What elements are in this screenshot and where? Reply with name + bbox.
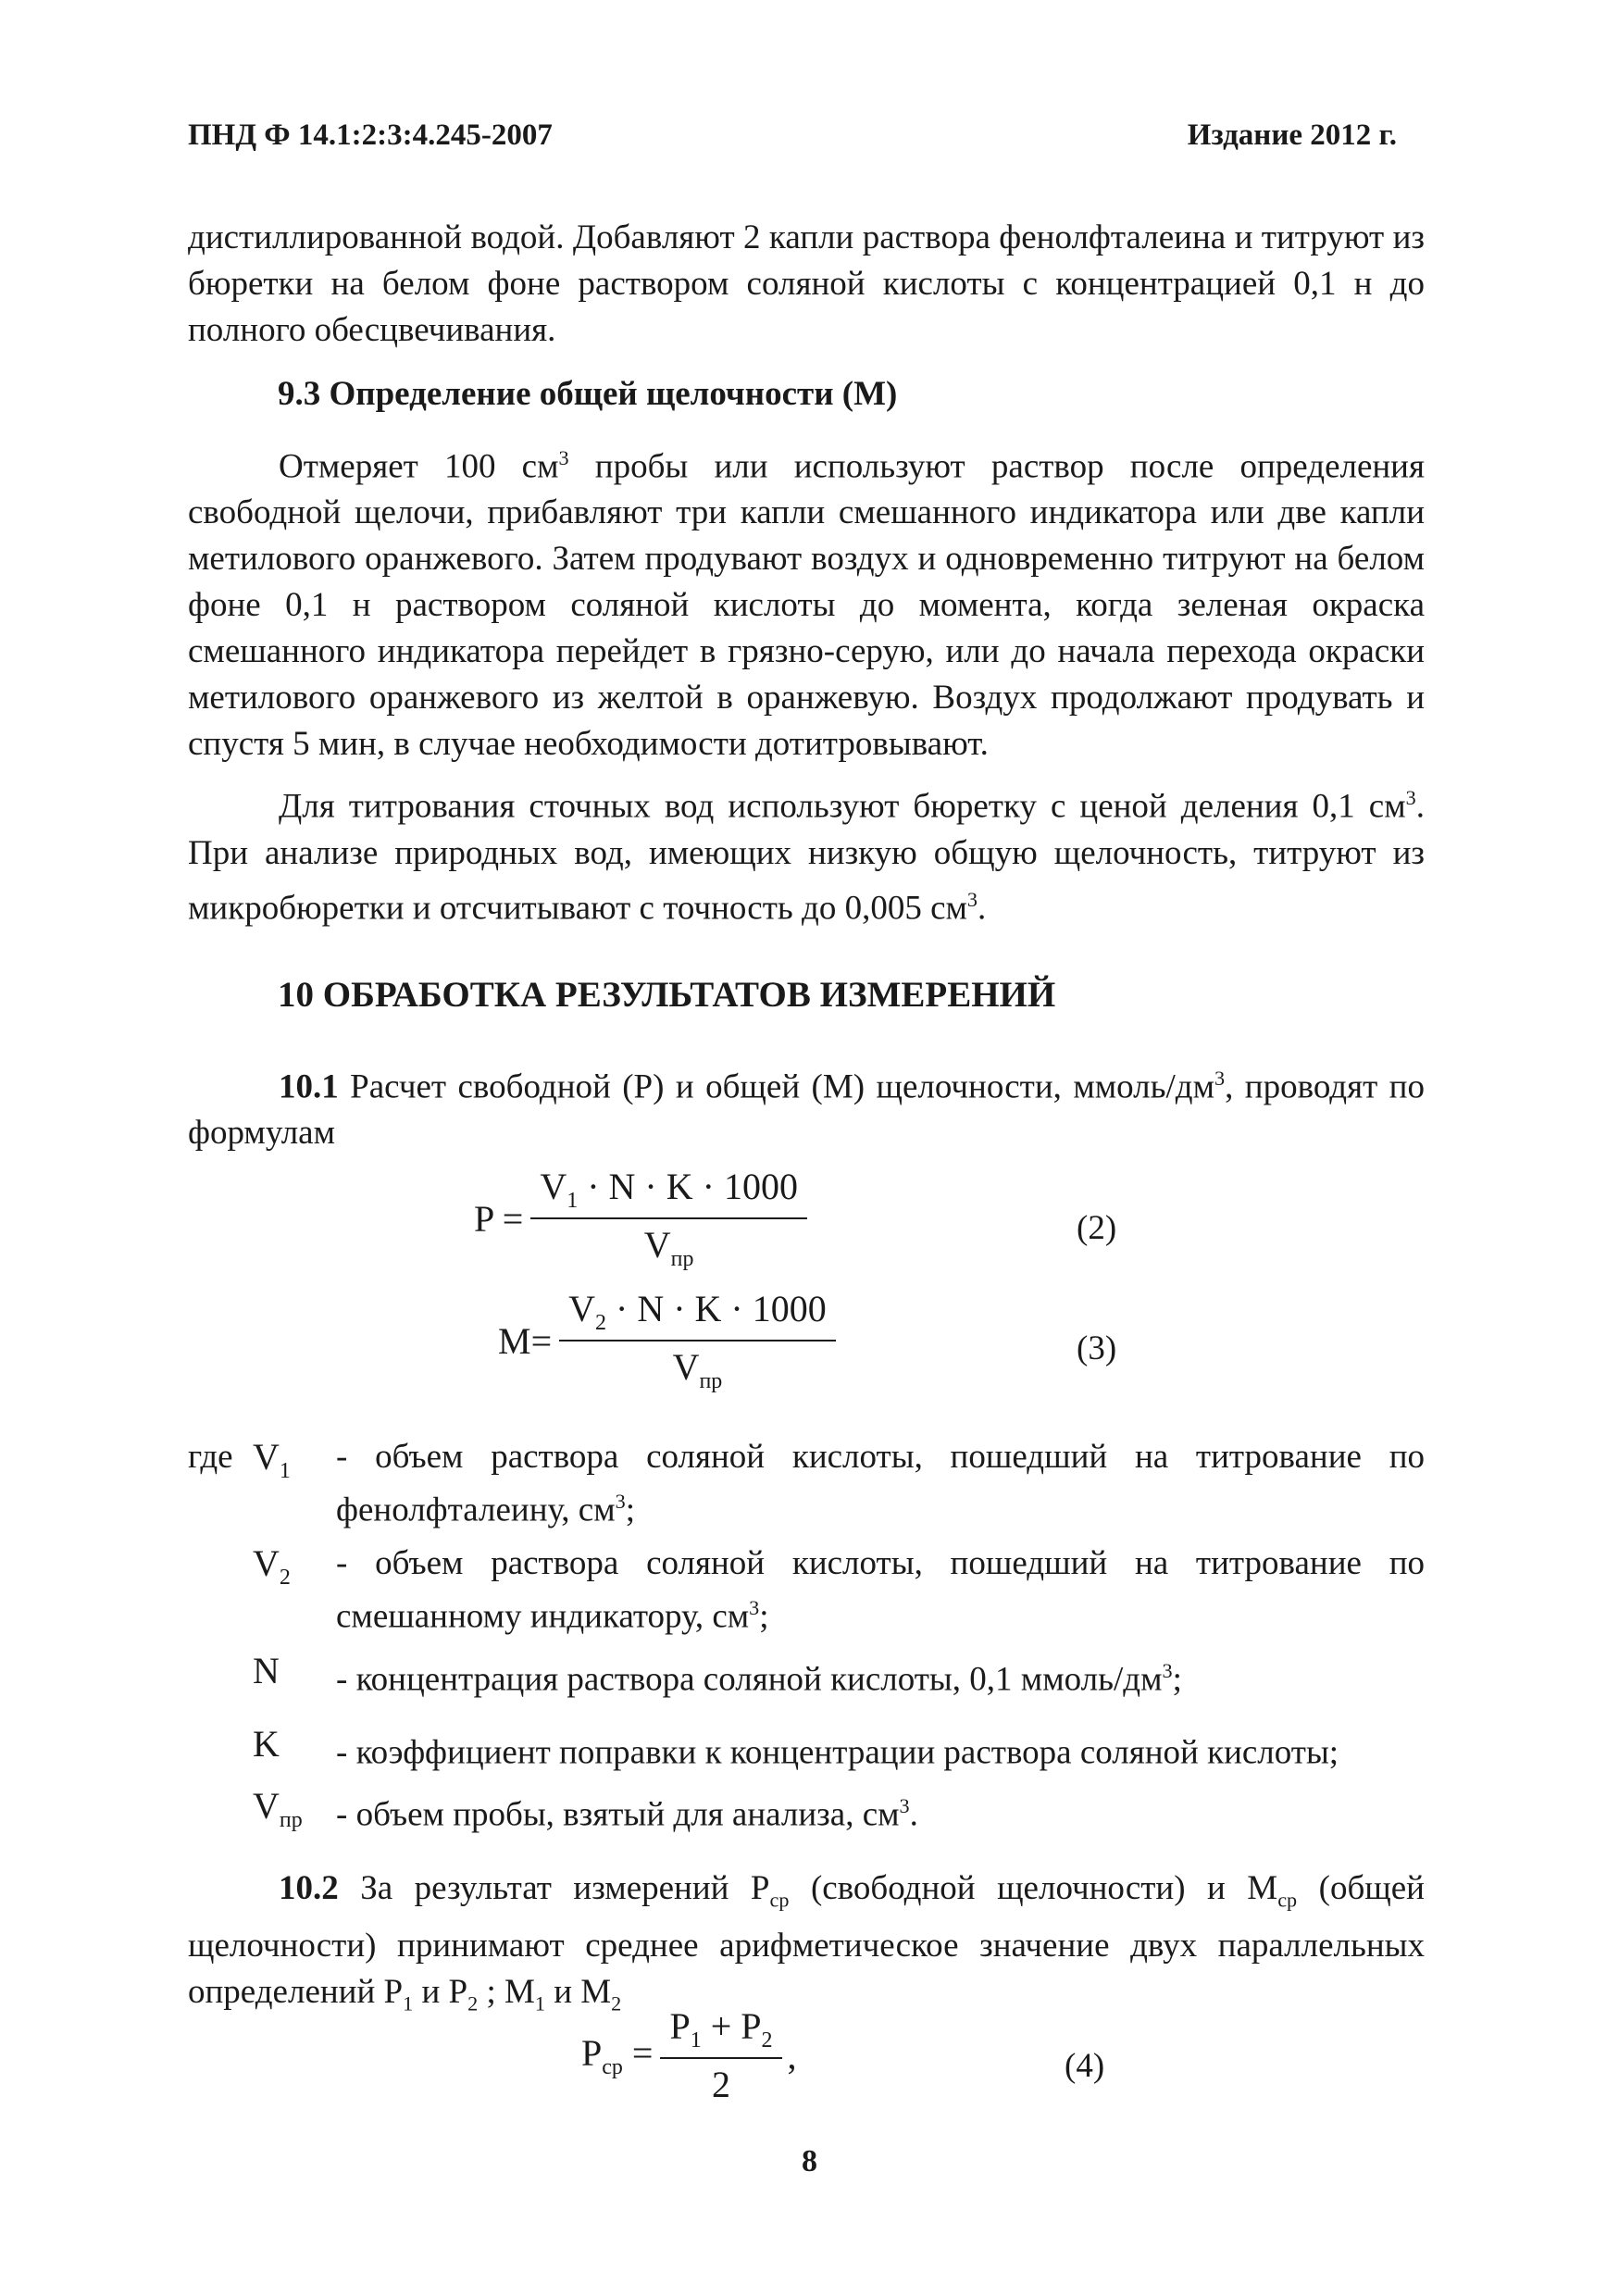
definition-item xyxy=(188,1784,1425,1837)
definition-text: - объем раствора соляной кислоты, пошедший на титрование по смешанному индикатору, $см^3$; xyxy=(336,1544,1425,1636)
section-10-1-body xyxy=(188,1055,1425,1156)
formula-4-numerator: $P_1 + P_2$ xyxy=(660,2004,781,2059)
section-10-title: 10 ОБРАБОТКА РЕЗУЛЬТАТОВ ИЗМЕРЕНИЙ xyxy=(278,975,1056,1015)
formula-4 xyxy=(581,2004,797,2106)
definition-symbol: K xyxy=(253,1722,280,1765)
formula-2-denominator: $V_{пр}$ xyxy=(643,1224,694,1271)
intro-paragraph xyxy=(188,215,1425,354)
definitions-list xyxy=(188,1435,1425,1847)
section-9-3-paragraph-2: Для титрования сточных вод используют бюретку с ценой деления 0,1 $см^3$. При анализе природных вод, имеющих низкую общую щелочность, титруют из микробюретки и отсчитывают с точность до 0,005 $см^3$. xyxy=(188,786,1425,927)
edition-label: Издание 2012 г. xyxy=(1187,119,1397,152)
section-10-2-body xyxy=(188,1866,1425,2028)
formula-4-denominator: 2 xyxy=(712,2064,730,2105)
formula-2-number: (2) xyxy=(1077,1209,1117,1247)
definition-text: - коэффициент поправки к концентрации раствора соляной кислоты; xyxy=(336,1733,1339,1772)
section-10-2-paragraph: 10.2 За результат измерений $Р_{ср}$ (свободной щелочности) и $М_{ср}$ (общей щелочности) принимают среднее арифметическое значение двух параллельных определений $Р_1$ и $Р_2$ ; $М_1$ и $М_2$ xyxy=(188,1869,1425,2015)
formula-3-number: (3) xyxy=(1077,1329,1117,1367)
definition-text: - концентрация раствора соляной кислоты, 0,1 ммоль/$дм^3$; xyxy=(336,1658,1182,1698)
definition-symbol: $V_{пр}$ xyxy=(253,1785,303,1833)
formula-4-fraction xyxy=(660,2004,781,2106)
formula-4-lhs: $P_{ср}$ = xyxy=(581,2031,654,2079)
section-9-3-title: 9.3 Определение общей щелочности (М) xyxy=(278,375,898,413)
formula-4-number: (4) xyxy=(1065,2047,1105,2085)
definition-item xyxy=(188,1649,1425,1702)
definition-symbol: $V_2$ xyxy=(253,1542,291,1591)
formula-3-numerator: $V_2 \cdot N \cdot K \cdot 1000$ xyxy=(559,1287,836,1341)
definition-symbol: $V_1$ xyxy=(253,1436,291,1483)
definition-text: - объем пробы, взятый для анализа, $см^3$. xyxy=(336,1794,918,1834)
definition-symbol: N xyxy=(253,1649,280,1691)
formula-4-comma: , xyxy=(787,2034,797,2077)
where-label: где xyxy=(188,1438,233,1476)
document-code: ПНД Ф 14.1:2:3:4.245-2007 xyxy=(188,119,553,152)
formula-3-lhs: M= xyxy=(498,1319,553,1362)
formula-3-fraction xyxy=(559,1287,836,1394)
formula-2-numerator: $V_1 \cdot N \cdot K \cdot 1000$ xyxy=(530,1165,807,1219)
formula-2 xyxy=(474,1165,807,1272)
definition-item xyxy=(188,1541,1425,1639)
definition-text: - объем раствора соляной кислоты, пошедший на титрование по фенолфталеину, $см^3$; xyxy=(336,1438,1425,1529)
formula-2-fraction xyxy=(530,1165,807,1272)
definition-item xyxy=(188,1435,1425,1532)
page-number: 8 xyxy=(802,2144,817,2178)
definition-item xyxy=(188,1722,1425,1775)
intro-text: дистиллированной водой. Добавляют 2 капли раствора фенолфталеина и титруют из бюретки на белом фоне раствором соляной кислоты с концентрацией 0,1 н до полного обесцвечивания. xyxy=(188,218,1425,349)
section-10-1-paragraph: 10.1 Расчет свободной (Р) и общей (М) щелочности, ммоль/$дм^3$, проводят по формулам xyxy=(188,1067,1425,1153)
formula-3 xyxy=(498,1287,836,1394)
formula-3-denominator: $V_{пр}$ xyxy=(672,1346,723,1393)
section-9-3-paragraph-1: Отмеряет 100 $см^3$ пробы или используют раствор после определения свободной щелочи, прибавляют три капли смешанного индикатора или две капли метилового оранжевого. Затем продувают воздух и одновременно титруют на белом фоне 0,1 н раствором соляной кислоты до момента, когда зеленая окраска смешанного индикатора перейдет в грязно-серую, или до начала перехода окраски метилового оранжевого из желтой в оранжевую. Воздух продолжают продувать и спустя 5 мин, в случае необходимости дотитровывают. xyxy=(188,446,1425,764)
formula-2-lhs: P = xyxy=(474,1197,524,1240)
section-9-3-body xyxy=(188,435,1425,931)
